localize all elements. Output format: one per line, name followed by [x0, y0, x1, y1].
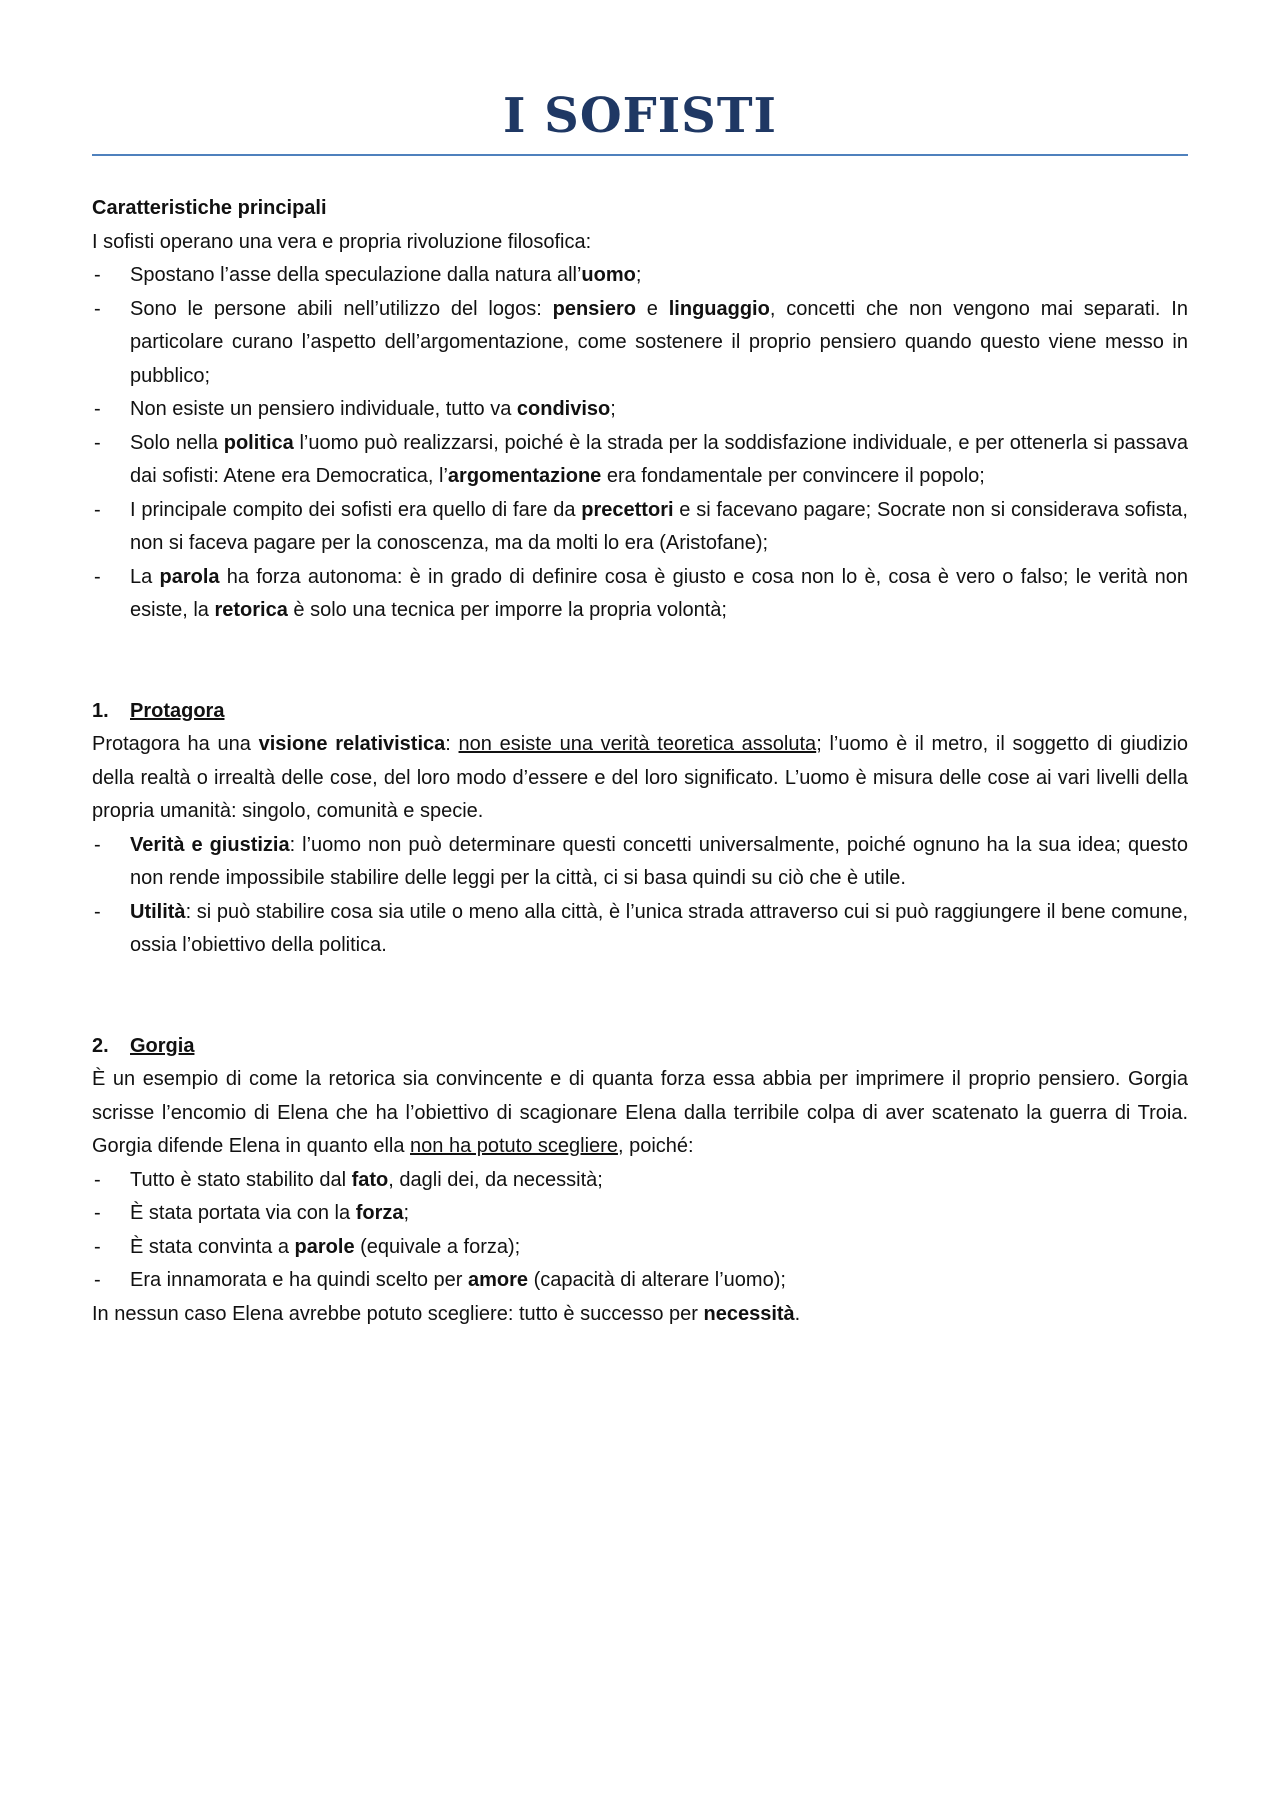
heading-label: Protagora [130, 699, 225, 722]
bold-term: pensiero [552, 297, 636, 320]
dash-marker: - [94, 1168, 101, 1191]
heading-number: 2. [92, 1034, 109, 1057]
dash-marker: - [94, 833, 101, 856]
dash-marker: - [94, 1202, 101, 1224]
title-underline-divider [92, 154, 1188, 156]
bullet-list [92, 1164, 1188, 1298]
dash-marker: - [94, 498, 101, 521]
bold-term: precettori [581, 498, 674, 521]
section-heading: Caratteristiche principali [92, 197, 327, 219]
list-item: - Tutto è stato stabilito dal fato, dagli dei, da necessità; [92, 1164, 1188, 1198]
bold-term: necessità [703, 1302, 795, 1325]
dash-marker: - [94, 1235, 101, 1258]
bold-term: visione relativistica [258, 733, 446, 755]
bold-term: retorica [214, 599, 288, 621]
bold-term: parola [159, 565, 220, 588]
list-item: - Solo nella politica l’uomo può realizzarsi, poiché è la strada per la soddisfazione individuale, e per ottenerla si passava dai sofisti: Atene era Democratica, l’argomentazione era fondamentale per convincere il popolo; [92, 427, 1188, 494]
closing-sentence: In nessun caso Elena avrebbe potuto scegliere: tutto è successo per necessità. [92, 1302, 801, 1325]
dash-marker: - [94, 565, 101, 588]
bold-term: politica [223, 431, 294, 454]
list-item: - I principale compito dei sofisti era quello di fare da precettori e si facevano pagare; Socrate non si considerava sofista, non si faceva pagare per la conoscenza, ma da molti lo era (Aristofane); [92, 494, 1188, 561]
bold-term: Utilità [130, 900, 186, 923]
list-item: - Verità e giustizia: l’uomo non può determinare questi concetti universalmente, poiché ognuno ha la sua idea; questo non rende impossibile stabilire delle leggi per la città, ci si basa quindi su ciò che è utile. [92, 829, 1188, 896]
dash-marker: - [94, 297, 101, 320]
heading-number: 1. [92, 699, 109, 722]
bold-term: uomo [581, 264, 636, 286]
section-protagora [92, 695, 1188, 963]
heading-label: Gorgia [130, 1034, 195, 1057]
dash-marker: - [94, 431, 101, 454]
list-item: - Non esiste un pensiero individuale, tutto va condiviso; [92, 393, 1188, 427]
dash-marker: - [94, 900, 101, 923]
bullet-list [92, 829, 1188, 963]
bold-term: linguaggio [668, 297, 770, 320]
list-item: - Utilità: si può stabilire cosa sia utile o meno alla città, è l’unica strada attraverso cui si può raggiungere il bene comune, ossia l’obiettivo della politica. [92, 896, 1188, 963]
underlined-phrase: non esiste una verità teoretica assoluta [458, 733, 817, 755]
page-title: I SOFISTI [502, 88, 777, 144]
bold-term: amore [467, 1269, 529, 1291]
list-item: - È stata convinta a parole (equivale a forza); [92, 1231, 1188, 1265]
section-spacer [92, 628, 1188, 695]
dash-marker: - [94, 1269, 101, 1291]
section-caratteristiche [92, 192, 1188, 628]
list-item: - La parola ha forza autonoma: è in grado di definire cosa è giusto e cosa non lo è, cosa è vero o falso; le verità non esiste, la retorica è solo una tecnica per imporre la propria volontà; [92, 561, 1188, 628]
list-item: - Era innamorata e ha quindi scelto per amore (capacità di alterare l’uomo); [92, 1264, 1188, 1298]
numbered-heading [92, 695, 1188, 729]
paragraph: È un esempio di come la retorica sia convincente e di quanta forza essa abbia per imprimere il proprio pensiero. Gorgia scrisse l’encomio di Elena che ha l’obiettivo di scagionare Elena dalla terribile colpa di aver scatenato la guerra di Troia. Gorgia difende Elena in quanto ella non ha potuto scegliere, poiché: [92, 1068, 1188, 1157]
bold-term: fato [351, 1168, 389, 1191]
paragraph: Protagora ha una visione relativistica: non esiste una verità teoretica assoluta; l’uomo è il metro, il soggetto di giudizio della realtà o irrealtà delle cose, del loro modo d’essere e del loro significato. L’uomo è misura delle cose ai vari livelli della propria umanità: singolo, comunità e specie. [92, 733, 1189, 822]
bold-term: argomentazione [447, 465, 602, 487]
bold-term: condiviso [516, 398, 611, 420]
bold-term: Verità e giustizia [130, 833, 290, 856]
underlined-phrase: non ha potuto scegliere [410, 1135, 618, 1157]
section-gorgia [92, 1030, 1188, 1332]
dash-marker: - [94, 398, 101, 420]
list-item: - Sono le persone abili nell’utilizzo del logos: pensiero e linguaggio, concetti che non vengono mai separati. In particolare curano l’aspetto dell’argomentazione, come sostenere il proprio pensiero quando questo viene messo in pubblico; [92, 293, 1188, 394]
list-item: - Spostano l’asse della speculazione dalla natura all’uomo; [92, 259, 1188, 293]
list-item: - È stata portata via con la forza; [92, 1197, 1188, 1231]
bold-term: parole [294, 1235, 355, 1258]
numbered-heading [92, 1030, 1188, 1064]
bold-term: forza [355, 1202, 404, 1224]
section-lead: I sofisti operano una vera e propria rivoluzione filosofica: [92, 230, 592, 253]
bullet-list [92, 259, 1188, 628]
section-spacer [92, 963, 1188, 1030]
dash-marker: - [94, 264, 101, 286]
